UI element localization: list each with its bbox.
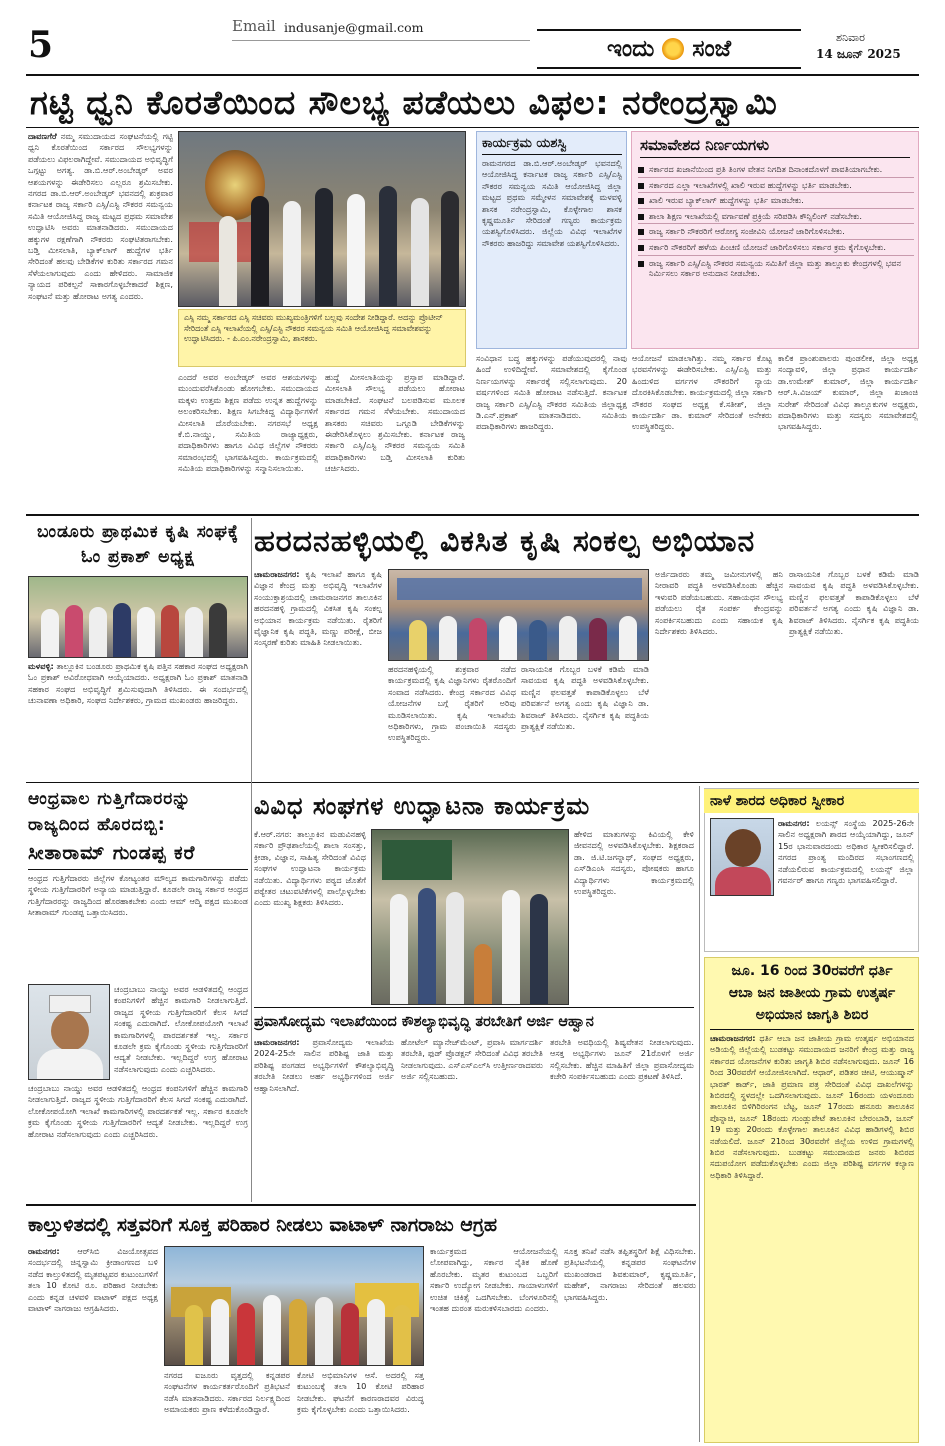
resolution-item: ಸರ್ಕಾರದ ಖಜಾನೆಯಿಂದ ಪ್ರತಿ ತಿಂಗಳ ವೇತನ ನಿಗದಿತ ದಿನಾಂಕದೊಳಗೆ ಪಾವತಿಯಾಗಬೇಕು. bbox=[638, 162, 914, 178]
lead-headline: ಗಟ್ಟಿ ಧ್ವನಿ ಕೊರತೆಯಿಂದ ಸೌಲಭ್ಯ ಪಡೆಯಲು ವಿಫಲ: ನರೇಂದ್ರಸ್ವಾಮಿ bbox=[30, 83, 778, 122]
paper-name-right: ಸಂಜೆ bbox=[692, 36, 732, 62]
kaltulita-headline: ಕಾಲ್ತುಳಿತದಲ್ಲಿ ಸತ್ತವರಿಗೆ ಸೂಕ್ತ ಪರಿಹಾರ ನೀಡಲು ವಾಟಾಳ್ ನಾಗರಾಜು ಆಗ್ರಹ bbox=[28, 1214, 498, 1236]
shibira-headline-3: ಅಭಿಯಾನ ಜಾಗೃತಿ ಶಿಬಿರ bbox=[755, 1007, 869, 1023]
resolution-item: ಶಾಲಾ ಶಿಕ್ಷಣ ಇಲಾಖೆಯಲ್ಲಿ ವರ್ಗಾವಣೆ ಪ್ರಕ್ರಿಯೆ ಸರಿಪಡಿಸಿ ಕೌನ್ಸಿಲಿಂಗ್ ನಡೆಸಬೇಕು. bbox=[638, 209, 914, 225]
sangha-body2: ಹೇಳಿದ ಮಾತುಗಳನ್ನು ಕಿವಿಯಲ್ಲಿ ಕೇಳಿ ಜೀವನದಲ್ಲಿ ಅಳವಡಿಸಿಕೊಳ್ಳಬೇಕು. ಶಿಕ್ಷಕರಾದ ಡಾ. ಜಿ.ಟಿ.ಜಗನ್ನಾಥ್, ಸಂಘದ ಅಧ್ಯಕ್ಷರು, ಎಸ್‌ಡಿಎಂಸಿ ಸದಸ್ಯರು, ಪೋಷಕರು ಹಾಗೂ ವಿದ್ಯಾರ್ಥಿಗಳು ಕಾರ್ಯಕ್ರಮದಲ್ಲಿ ಉಪಸ್ಥಿತರಿದ್ದರು. bbox=[574, 829, 694, 897]
success-body: ರಾಮನಗರದ ಡಾ.ಬಿ.ಆರ್.ಅಂಬೇಡ್ಕರ್ ಭವನದಲ್ಲಿ ಆಯೋಜಿಸಿದ್ದ ಕರ್ನಾಟಕ ರಾಜ್ಯ ಸರ್ಕಾರಿ ಎಸ್ಸಿ/ಎಸ್ಟಿ ನೌಕರರ ಸಮನ್ವಯ ಸಮಿತಿ ಆಯೋಜಿಸಿದ್ದ ಜಿಲ್ಲಾ ಮಟ್ಟದ ಪ್ರಥಮ ಸಮ್ಮೇಳನ ಸಮಾವೇಶಕ್ಕೆ ಮಳವಳ್ಳಿ ಶಾಸಕ ನರೇಂದ್ರಸ್ವಾಮಿ, ಕೊಳ್ಳೇಗಾಲ ಶಾಸಕ ಕೃಷ್ಣಮೂರ್ತಿ ಸೇರಿದಂತೆ ಗಣ್ಯರು ಕಾರ್ಯಕ್ರಮ ಯಶಸ್ವಿಗೊಳಿಸಿದರು. ಜಿಲ್ಲೆಯ ವಿವಿಧ ಇಲಾಖೆಗಳ ನೌಕರರು ಹಾಜರಿದ್ದು ಸಮಾವೇಶ ಯಶಸ್ವಿಗೊಳಿಸಿದರು. bbox=[482, 158, 622, 248]
krishi-body1: ಚಾಮರಾಜನಗರ: ಕೃಷಿ ಇಲಾಖೆ ಹಾಗೂ ಕೃಷಿ ವಿಜ್ಞಾನ ಕೇಂದ್ರ ಮತ್ತು ಅಭಿವೃದ್ಧಿ ಇಲಾಖೆಗಳ ಸಂಯುಕ್ತಾಶ್ರಯದಲ್ಲಿ ಚಾಮರಾಜನಗರ ತಾಲೂಕಿನ ಹರದನಹಳ್ಳಿ ಗ್ರಾಮದಲ್ಲಿ ವಿಕಸಿತ ಕೃಷಿ ಸಂಕಲ್ಪ ಅಭಿಯಾನ ಕಾರ್ಯಕ್ರಮ ನಡೆಯಿತು. ರೈತರಿಗೆ ವೈಜ್ಞಾನಿಕ ಕೃಷಿ ಪದ್ಧತಿ, ಮಣ್ಣು ಪರೀಕ್ಷೆ, ಬೀಜ ಸಂಸ್ಕರಣೆ ಕುರಿತು ಮಾಹಿತಿ ನೀಡಲಾಯಿತು. bbox=[254, 569, 382, 648]
kaushalya-rule bbox=[254, 1007, 694, 1008]
kaltulita-body2: ನಗರದ ಐಜೂರು ವೃತ್ತದಲ್ಲಿ ಕನ್ನಡಪರ ಸಂಘಟನೆಗಳ ಕಾರ್ಯಕರ್ತರೊಂದಿಗೆ ಪ್ರತಿಭಟನೆ ನಡೆಸಿ ಮಾತನಾಡಿದರು. ಸರ್ಕಾರದ ನಿರ್ಲಕ್ಷ್ಯದಿಂದ ಅಮಾಯಕರು ಪ್ರಾಣ ಕಳೆದುಕೊಂಡಿದ್ದಾರೆ. bbox=[164, 1370, 290, 1415]
sangha-headline: ವಿವಿಧ ಸಂಘಗಳ ಉದ್ಘಾಟನಾ ಕಾರ್ಯಕ್ರಮ bbox=[254, 792, 591, 820]
coop-body: ಮಳವಳ್ಳಿ: ತಾಲ್ಲೂಕಿನ ಬಂಡೂರು ಪ್ರಾಥಮಿಕ ಕೃಷಿ ಪತ್ತಿನ ಸಹಕಾರ ಸಂಘದ ಅಧ್ಯಕ್ಷರಾಗಿ ಓಂ ಪ್ರಕಾಶ್ ಅವಿರೋಧವಾಗಿ ಆಯ್ಕೆಯಾದರು. ಅಧ್ಯಕ್ಷರಾಗಿ ಓಂ ಪ್ರಕಾಶ್ ಮಾತನಾಡಿ ಸಹಕಾರ ಸಂಘದ ಅಭಿವೃದ್ಧಿಗೆ ಶ್ರಮಿಸುವುದಾಗಿ ತಿಳಿಸಿದರು. ಈ ಸಂದರ್ಭದಲ್ಲಿ ಚುನಾವಣಾ ಅಧಿಕಾರಿ, ಸಂಘದ ನಿರ್ದೇಶಕರು, ಗ್ರಾಮದ ಮುಖಂಡರು ಹಾಜರಿದ್ದರು. bbox=[28, 661, 248, 706]
lead-photo bbox=[178, 131, 466, 307]
resolution-item: ರಾಜ್ಯ ಸರ್ಕಾರಿ ಎಸ್ಸಿ/ಎಸ್ಟಿ ನೌಕರರ ಸಮನ್ವಯ ಸಮಿತಿಗೆ ಜಿಲ್ಲಾ ಮತ್ತು ತಾಲ್ಲೂಕು ಕೇಂದ್ರಗಳಲ್ಲಿ ಭವನ ನಿರ್ಮಿಸಲು ಸರ್ಕಾರ ಅನುದಾನ ನೀಡಬೇಕು. bbox=[638, 256, 914, 281]
resolutions-title: ಸಮಾವೇಶದ ನಿರ್ಣಯಗಳು bbox=[640, 136, 910, 158]
krishi-body3: ರಾಸಾಯನಿಕ ಗೊಬ್ಬರ ಬಳಕೆ ಕಡಿಮೆ ಮಾಡಿ ಸಾವಯವ ಕೃಷಿ ಪದ್ಧತಿ ಅಳವಡಿಸಿಕೊಳ್ಳಬೇಕು. ಮಣ್ಣಿನ ಫಲವತ್ತತೆ ಕಾಪಾಡಿಕೊಳ್ಳಲು ಬೆಳೆ ಪರಿವರ್ತನೆ ಅಗತ್ಯ ಎಂದು ಕೃಷಿ ವಿಜ್ಞಾನಿ ಡಾ. ಶಿವರಾಜ್ ತಿಳಿಸಿದರು. ನೈಸರ್ಗಿಕ ಕೃಷಿ ಪದ್ಧತಿಯ ಪ್ರಾತ್ಯಕ್ಷಿಕೆ ನಡೆಯಿತು. bbox=[521, 664, 649, 732]
section-rule-1 bbox=[26, 514, 919, 516]
logo-sun-icon bbox=[662, 38, 684, 60]
kaltulita-body4: ಕಾರ್ಯಕ್ರಮದ ಆಯೋಜನೆಯಲ್ಲಿ ಲೋಪವಾಗಿದ್ದು, ಸರ್ಕಾರ ನೈತಿಕ ಹೊಣೆ ಹೊರಬೇಕು. ಮೃತರ ಕುಟುಂಬದ ಒಬ್ಬರಿಗೆ ಸರ್ಕಾರಿ ಉದ್ಯೋಗ ನೀಡಬೇಕು. ಗಾಯಾಳುಗಳಿಗೆ ಉಚಿತ ಚಿಕಿತ್ಸೆ ಒದಗಿಸಬೇಕು. ಬೆಂಗಳೂರಿನಲ್ಲಿ ಇಂತಹ ದುರಂತ ಮರುಕಳಿಸಬಾರದು ಎಂದರು. bbox=[430, 1246, 558, 1314]
coop-photo bbox=[28, 576, 248, 658]
masthead-logo bbox=[537, 29, 801, 69]
column-rule bbox=[699, 786, 700, 1442]
email-label: Email bbox=[232, 17, 276, 35]
lead-body-mid2: ಹುದ್ದೆ ಮೀಸಲಾತಿಯನ್ನು ಪ್ರಸ್ತಾಪ ಮಾಡಿದ್ದಾರೆ. ಮೀಸಲಾತಿ ಸೌಲಭ್ಯ ಪಡೆಯಲು ಹೋರಾಟ ಮಾಡಬೇಕಿದೆ. ಸಂಘಟನೆ ಬಲಪಡಿಸುವ ಮೂಲಕ ಸರ್ಕಾರದ ಗಮನ ಸೆಳೆಯಬೇಕು. ಸಮುದಾಯದ ಶಾಸಕರು ಸಚಿವರು ಒಗ್ಗೂಡಿ ಬೇಡಿಕೆಗಳನ್ನು ಈಡೇರಿಸಿಕೊಳ್ಳಲು ಶ್ರಮಿಸಬೇಕು. ಕರ್ನಾಟಕ ರಾಜ್ಯ ಸರ್ಕಾರಿ ಎಸ್ಸಿ/ಎಸ್ಟಿ ನೌಕರರ ಸಮನ್ವಯ ಸಮಿತಿ ಪದಾಧಿಕಾರಿಗಳು ಬಡ್ತಿ ಮೀಸಲಾತಿ ಕುರಿತು ಚರ್ಚಿಸಿದರು. bbox=[325, 372, 465, 474]
resolution-item: ಸರ್ಕಾರಿ ನೌಕರರಿಗೆ ಹಳೆಯ ಪಿಂಚಣಿ ಯೋಜನೆ ಜಾರಿಗೊಳಿಸಲು ಸರ್ಕಾರ ಕ್ರಮ ಕೈಗೊಳ್ಳಬೇಕು. bbox=[638, 240, 914, 256]
krishi-photo bbox=[388, 569, 649, 661]
kaltulita-body1: ರಾಮನಗರ: ಆರ್‌ಸಿಬಿ ವಿಜಯೋತ್ಸವದ ಸಂದರ್ಭದಲ್ಲಿ ಚಿನ್ನಸ್ವಾಮಿ ಕ್ರೀಡಾಂಗಣದ ಬಳಿ ನಡೆದ ಕಾಲ್ತುಳಿತದಲ್ಲಿ ಮೃತಪಟ್ಟವರ ಕುಟುಂಬಗಳಿಗೆ ತಲಾ 10 ಕೋಟಿ ರೂ. ಪರಿಹಾರ ನೀಡಬೇಕು ಎಂದು ಕನ್ನಡ ಚಳವಳಿ ವಾಟಾಳ್ ಪಕ್ಷದ ಅಧ್ಯಕ್ಷ ವಾಟಾಳ್ ನಾಗರಾಜು ಆಗ್ರಹಿಸಿದರು. bbox=[28, 1246, 158, 1314]
krishi-body4: ಅರ್ಜಿದಾರರು ತಮ್ಮ ಜಮೀನುಗಳಲ್ಲಿ ಹನಿ ನೀರಾವರಿ ಪದ್ಧತಿ ಅಳವಡಿಸಿಕೊಂಡು ಹೆಚ್ಚಿನ ಇಳುವರಿ ಪಡೆಯಬಹುದು. ಸಹಾಯಧನ ಸೌಲಭ್ಯ ಪಡೆಯಲು ರೈತ ಸಂಪರ್ಕ ಕೇಂದ್ರವನ್ನು ಸಂಪರ್ಕಿಸಬಹುದು ಎಂದು ಸಹಾಯಕ ಕೃಷಿ ನಿರ್ದೇಶಕರು ತಿಳಿಸಿದರು. bbox=[655, 569, 783, 637]
guttige-headline-1: ಆಂಧ್ರವಾಲ ಗುತ್ತಿಗೆದಾರರನ್ನು bbox=[28, 789, 192, 809]
kaushalya-body3: ತರಬೇತಿ ಅವಧಿಯಲ್ಲಿ ಶಿಷ್ಯವೇತನ ನೀಡಲಾಗುವುದು. ಆಸಕ್ತ ಅಭ್ಯರ್ಥಿಗಳು ಜೂನ್ 21ರೊಳಗೆ ಅರ್ಜಿ ಸಲ್ಲಿಸಬೇಕು. ಹೆಚ್ಚಿನ ಮಾಹಿತಿಗೆ ಜಿಲ್ಲಾ ಪ್ರವಾಸೋದ್ಯಮ ಕಚೇರಿ ಸಂಪರ್ಕಿಸಬಹುದು ಎಂದು ಪ್ರಕಟಣೆ ತಿಳಿಸಿದೆ. bbox=[550, 1037, 694, 1082]
sangha-photo bbox=[371, 829, 569, 1005]
resolution-item: ಖಾಲಿ ಇರುವ ಬ್ಯಾಕ್‌ಲಾಗ್ ಹುದ್ದೆಗಳನ್ನು ಭರ್ತಿ ಮಾಡಬೇಕು. bbox=[638, 193, 914, 209]
issue-day: ಶನಿವಾರ bbox=[836, 31, 865, 44]
lead-body-right: ಆಯೋಜನೆ ಮಾಡಲಾಗಿತ್ತು. ನಮ್ಮ ಸರ್ಕಾರ ಕೊಟ್ಟ ಭರವಸೆಗಳನ್ನು ಈಡೇರಿಸಬೇಕು. ಎಸ್ಸಿ/ಎಸ್ಟಿ ಮತ್ತು ಹಿಂದುಳಿದ ವರ್ಗಗಳ ನೌಕರರಿಗೆ ನ್ಯಾಯ ದೊರಕಿಸಿಕೊಡಬೇಕು. ಕಾರ್ಯಕ್ರಮದಲ್ಲಿ ಜಿಲ್ಲಾ ಸರ್ಕಾರಿ ನೌಕರರ ಸಂಘದ ಅಧ್ಯಕ್ಷ ಕೆ.ಸತೀಶ್, ಜಿಲ್ಲಾ ಕಾರ್ಯದರ್ಶಿ ಡಾ. ಕುಮಾರ್ ಸೇರಿದಂತೆ ಅನೇಕರು ಉಪಸ್ಥಿತರಿದ್ದರು. bbox=[632, 353, 772, 432]
lead-body-mid: ಎಂದರೆ ಅವರ ಅಂಬೇಡ್ಕರ್ ಅವರ ಆಶಯಗಳನ್ನು ಮುಂದುವರೆಸಿಕೊಂಡು ಹೋಗಬೇಕು. ಸಮುದಾಯದ ಮಕ್ಕಳು ಉತ್ತಮ ಶಿಕ್ಷಣ ಪಡೆದು ಉನ್ನತ ಹುದ್ದೆಗಳನ್ನು ಅಲಂಕರಿಸಬೇಕು. ಶಿಕ್ಷಣ ಸಿಗಬೇಕಿದ್ದ ವಿದ್ಯಾರ್ಥಿಗಳಿಗೆ ಮೀಸಲಾತಿ ದೊರೆಯಬೇಕು. ನಗರಸಭೆ ಅಧ್ಯಕ್ಷ ಕೆ.ಬಿ.ನಾಯ್ಡು, ಸಮಿತಿಯ ರಾಜ್ಯಾಧ್ಯಕ್ಷರು, ಪದಾಧಿಕಾರಿಗಳು ಹಾಗೂ ವಿವಿಧ ಜಿಲ್ಲೆಗಳ ನೌಕರರು ಸಮಾರಂಭದಲ್ಲಿ ಭಾಗವಹಿಸಿದ್ದರು. ಕಾರ್ಯಕ್ರಮದಲ್ಲಿ ಸಮಿತಿಯ ಪದಾಧಿಕಾರಿಗಳನ್ನು ಸನ್ಮಾನಿಸಲಾಯಿತು. bbox=[178, 372, 318, 474]
resolution-item: ರಾಜ್ಯ ಸರ್ಕಾರಿ ನೌಕರರಿಗೆ ಆರೋಗ್ಯ ಸಂಜೀವಿನಿ ಯೋಜನೆ ಜಾರಿಗೊಳಿಸಬೇಕು. bbox=[638, 224, 914, 240]
lead-body-mid3: ಸಂವಿಧಾನ ಬದ್ಧ ಹಕ್ಕುಗಳನ್ನು ಪಡೆಯುವುದರಲ್ಲಿ ನಾವು ಹಿಂದೆ ಉಳಿದಿದ್ದೇವೆ. ಸಮಾವೇಶದಲ್ಲಿ ಕೈಗೊಂಡ ನಿರ್ಣಯಗಳನ್ನು ಸರ್ಕಾರಕ್ಕೆ ಸಲ್ಲಿಸಲಾಗುವುದು. 20 ವರ್ಷಗಳಿಂದ ಸಮಿತಿ ಹೋರಾಟ ನಡೆಸುತ್ತಿದೆ. ಕರ್ನಾಟಕ ರಾಜ್ಯ ಸರ್ಕಾರಿ ಎಸ್ಸಿ/ಎಸ್ಟಿ ನೌಕರರ ಸಮಿತಿಯ ಜಿಲ್ಲಾಧ್ಯಕ್ಷ ಡಿ.ಎನ್.ಪ್ರಕಾಶ್ ಮಾತನಾಡಿದರು. ಸಮಿತಿಯ ಪದಾಧಿಕಾರಿಗಳು ಹಾಜರಿದ್ದರು. bbox=[476, 353, 627, 432]
sharada-body: ರಾಮನಗರ: ಲಯನ್ಸ್ ಸಂಸ್ಥೆಯ 2025-26ನೇ ಸಾಲಿನ ಅಧ್ಯಕ್ಷರಾಗಿ ಶಾರದ ಆಯ್ಕೆಯಾಗಿದ್ದು, ಜೂನ್ 15ರ ಭಾನುವಾರದಂದು ಅಧಿಕಾರ ಸ್ವೀಕರಿಸಲಿದ್ದಾರೆ. ನಗರದ ಪ್ರಾಂತ್ಯ ಮಂದಿರದ ಸಭಾಂಗಣದಲ್ಲಿ ನಡೆಯಲಿರುವ ಕಾರ್ಯಕ್ರಮದಲ್ಲಿ ಲಯನ್ಸ್ ಜಿಲ್ಲಾ ಗವರ್ನರ್ ಹಾಗೂ ಗಣ್ಯರು ಭಾಗವಹಿಸಲಿದ್ದಾರೆ. bbox=[778, 818, 914, 886]
resolution-item: ಸರ್ಕಾರದ ಎಲ್ಲಾ ಇಲಾಖೆಗಳಲ್ಲಿ ಖಾಲಿ ಇರುವ ಹುದ್ದೆಗಳನ್ನು ಭರ್ತಿ ಮಾಡಬೇಕು. bbox=[638, 178, 914, 194]
section-rule-2 bbox=[26, 782, 919, 783]
bullet-icon bbox=[638, 229, 644, 235]
guttige-portrait bbox=[28, 984, 110, 1080]
lead-photo-caption bbox=[178, 309, 466, 367]
bullet-icon bbox=[638, 245, 644, 251]
sharada-headline: ನಾಳೆ ಶಾರದ ಅಧಿಕಾರ ಸ್ವೀಕಾರ bbox=[704, 789, 919, 813]
masthead-bottom-rule bbox=[26, 74, 919, 76]
bullet-icon bbox=[638, 167, 644, 173]
lead-text-left: ನಮ್ಮ ಸಮುದಾಯದ ಸಂಘಟನೆಯಲ್ಲಿ ಗಟ್ಟಿ ಧ್ವನಿ ಕೊರತೆಯಿಂದ ಸರ್ಕಾರದ ಸೌಲಭ್ಯಗಳನ್ನು ಪಡೆಯಲು ವಿಫಲರಾಗಿದ್ದೇವೆ. ಸಮುದಾಯದ ಅಭಿವೃದ್ಧಿಗೆ ಒಗ್ಗಟ್ಟು ಅಗತ್ಯ. ಡಾ.ಬಿ.ಆರ್.ಅಂಬೇಡ್ಕರ್ ಅವರ ಆಶಯಗಳನ್ನು ಈಡೇರಿಸಲು ಎಲ್ಲರೂ ಶ್ರಮಿಸಬೇಕು. ನಗರದ ಡಾ.ಬಿ.ಆರ್.ಅಂಬೇಡ್ಕರ್ ಭವನದಲ್ಲಿ ಶುಕ್ರವಾರ ಕರ್ನಾಟಕ ರಾಜ್ಯ ಸರ್ಕಾರಿ ಎಸ್ಸಿ/ಎಸ್ಟಿ ನೌಕರರ ಸಮನ್ವಯ ಸಮಿತಿ ಆಯೋಜಿಸಿದ್ದ ರಾಜ್ಯ ಮಟ್ಟದ ಪ್ರಥಮ ಸಮಾವೇಶ ಉದ್ಘಾಟಿಸಿ ಅವರು ಮಾತನಾಡಿದರು. ಸಮುದಾಯದ ಹಕ್ಕುಗಳ ರಕ್ಷಣೆಗಾಗಿ ನೌಕರರು ಸಂಘಟಿತರಾಗಬೇಕು. ಬಡ್ತಿ ಮೀಸಲಾತಿ, ಬ್ಯಾಕ್‌ಲಾಗ್ ಹುದ್ದೆಗಳ ಭರ್ತಿ ಸೇರಿದಂತೆ ಹಲವು ಬೇಡಿಕೆಗಳ ಕುರಿತು ಸರ್ಕಾರದ ಗಮನ ಸೆಳೆಯಲಾಗುವುದು ಎಂದು ಹೇಳಿದರು. ಸಾಮಾಜಿಕ ನ್ಯಾಯದ ಪರಿಕಲ್ಪನೆ ಸಾಕಾರಗೊಳ್ಳಬೇಕಾದರೆ ಶಿಕ್ಷಣ, ಸಂಘಟನೆ ಮತ್ತು ಹೋರಾಟ ಅಗತ್ಯ ಎಂದರು. bbox=[28, 131, 173, 301]
shibira-headline-2: ಆಬಾ ಜನ ಜಾತೀಯ ಗ್ರಾಮ ಉತ್ಕರ್ಷ bbox=[728, 985, 896, 1001]
guttige-headline-2: ರಾಜ್ಯದಿಂದ ಹೊರದಬ್ಬಿ: bbox=[28, 815, 166, 835]
krishi-body5: ರಾಸಾಯನಿಕ ಗೊಬ್ಬರ ಬಳಕೆ ಕಡಿಮೆ ಮಾಡಿ ಸಾವಯವ ಕೃಷಿ ಪದ್ಧತಿ ಅಳವಡಿಸಿಕೊಳ್ಳಬೇಕು. ಮಣ್ಣಿನ ಫಲವತ್ತತೆ ಕಾಪಾಡಿಕೊಳ್ಳಲು ಬೆಳೆ ಪರಿವರ್ತನೆ ಅಗತ್ಯ ಎಂದು ಕೃಷಿ ವಿಜ್ಞಾನಿ ಡಾ. ಶಿವರಾಜ್ ತಿಳಿಸಿದರು. ನೈಸರ್ಗಿಕ ಕೃಷಿ ಪದ್ಧತಿಯ ಪ್ರಾತ್ಯಕ್ಷಿಕೆ ನಡೆಯಿತು. bbox=[789, 569, 919, 637]
coop-headline: ಬಂಡೂರು ಪ್ರಾಥಮಿಕ ಕೃಷಿ ಸಂಘಕ್ಕೆ ಓಂ ಪ್ರಕಾಶ್ ಅಧ್ಯಕ್ಷ bbox=[37, 522, 239, 567]
kaushalya-headline: ಪ್ರವಾಸೋದ್ಯಮ ಇಲಾಖೆಯಿಂದ ಕೌಶಲ್ಯಾಭಿವೃದ್ಧಿ ತರಬೇತಿಗೆ ಅರ್ಜಿ ಆಹ್ವಾನ bbox=[254, 1014, 594, 1030]
krishi-headline: ಹರದನಹಳ್ಳಿಯಲ್ಲಿ ವಿಕಸಿತ ಕೃಷಿ ಸಂಕಲ್ಪ ಅಭಿಯಾನ bbox=[254, 524, 756, 559]
masthead-rule bbox=[232, 40, 530, 41]
lead-body-left bbox=[28, 131, 173, 511]
column-rule bbox=[251, 518, 252, 1202]
bullet-icon bbox=[638, 198, 644, 204]
kaltulita-photo bbox=[164, 1246, 424, 1366]
guttige-headline-3: ಸೀತಾರಾಮ್ ಗುಂಡಪ್ಪ ಕರೆ bbox=[28, 842, 196, 864]
kaushalya-body2: ಹೋಟೆಲ್ ಮ್ಯಾನೇಜ್‌ಮೆಂಟ್, ಪ್ರವಾಸಿ ಮಾರ್ಗದರ್ಶಿ ತರಬೇತಿ, ಫುಡ್ ಪ್ರೊಡಕ್ಷನ್ ಸೇರಿದಂತೆ ವಿವಿಧ ತರಬೇತಿ ನೀಡಲಾಗುವುದು. ಎಸ್‌ಎಸ್‌ಎಲ್‌ಸಿ ಉತ್ತೀರ್ಣರಾದವರು ಅರ್ಜಿ ಸಲ್ಲಿಸಬಹುದು. bbox=[401, 1037, 543, 1082]
lead-caption-text: ಎಸ್ಸಿ ನಮ್ಮ ಸರ್ಕಾರದ ಎಸ್ಸಿ ಸಚಿವರು ಮುಖ್ಯಮಂತ್ರಿಗಳಿಗೆ ಬಲ್ಲವು ಸಂದೇಶ ನೀಡಿದ್ದಾರೆ. ಅದನ್ನು ಪ್ರೊಟೀನ್ ಸೇರಿದಂತೆ ಎಸ್ಸಿ ಇಲಾಖೆಯಲ್ಲಿ ಎಸ್ಸಿ/ಎಸ್ಟಿ ನೌಕರರ ಸಮನ್ವಯ ಸಮಿತಿ ಆಯೋಜಿಸಿದ್ದ ಸಮಾವೇಶವನ್ನು ಉದ್ಘಾಟಿಸಿದರು. - ಪಿ.ಎಂ.ನರೇಂದ್ರಸ್ವಾಮಿ, ಶಾಸಕರು. bbox=[184, 313, 443, 343]
lead-body-far: ಕಾಲಿಕ ಪ್ರಾಂಶುಪಾಲರು ಪುಂಡಲೀಕ, ಜಿಲ್ಲಾ ಅಧ್ಯಕ್ಷ ಸಂದ್ಯಾವಳಿ, ಜಿಲ್ಲಾ ಪ್ರಧಾನ ಕಾರ್ಯದರ್ಶಿ ಡಾ.ಉಮೇಶ್ ಕುಮಾರ್, ಜಿಲ್ಲಾ ಕಾರ್ಯದರ್ಶಿ ಆರ್.ಸಿ.ವಿಜಯ್ ಕುಮಾರ್, ಜಿಲ್ಲಾ ಖಜಾಂಚಿ ಸುರೇಶ್ ಸೇರಿದಂತೆ ವಿವಿಧ ತಾಲ್ಲೂಕುಗಳ ಅಧ್ಯಕ್ಷರು, ಪದಾಧಿಕಾರಿಗಳು ಮತ್ತು ಸದಸ್ಯರು ಸಮಾವೇಶದಲ್ಲಿ ಭಾಗವಹಿಸಿದ್ದರು. bbox=[778, 353, 918, 432]
guttige-body: ಆಂಧ್ರದ ಗುತ್ತಿಗೆದಾರರು ಜಿಲ್ಲೆಗಳ ಕೋಟ್ಯಂತರ ಮೌಲ್ಯದ ಕಾಮಗಾರಿಗಳನ್ನು ಪಡೆದು ಸ್ಥಳೀಯ ಗುತ್ತಿಗೆದಾರರಿಗೆ ಅನ್ಯಾಯ ಮಾಡುತ್ತಿದ್ದಾರೆ. ಕೂಡಲೇ ರಾಜ್ಯ ಸರ್ಕಾರ ಆಂಧ್ರದ ಗುತ್ತಿಗೆದಾರರನ್ನು ರಾಜ್ಯದಿಂದ ಹೊರಹಾಕಬೇಕು ಎಂದು ಆಮ್ ಆದ್ಮಿ ಪಕ್ಷದ ಮುಖಂಡ ಸೀತಾರಾಮ್ ಗುಂಡಪ್ಪ ಒತ್ತಾಯಿಸಿದರು. bbox=[28, 873, 248, 918]
shibira-body: ಚಾಮರಾಜನಗರ: ಧರ್ತಿ ಆಬಾ ಜನ ಜಾತೀಯ ಗ್ರಾಮ ಉತ್ಕರ್ಷ ಅಭಿಯಾನದ ಅಡಿಯಲ್ಲಿ ಜಿಲ್ಲೆಯಲ್ಲಿ ಬುಡಕಟ್ಟು ಸಮುದಾಯದ ಜನರಿಗೆ ಕೇಂದ್ರ ಮತ್ತು ರಾಜ್ಯ ಸರ್ಕಾರದ ಯೋಜನೆಗಳ ಕುರಿತು ಜಾಗೃತಿ ಶಿಬಿರ ನಡೆಸಲಾಗುವುದು. ಜೂನ್ 16 ರಿಂದ 30ರವರೆಗೆ ಆಯೋಜಿಸಲಾಗಿದೆ. ಆಧಾರ್, ಪಡಿತರ ಚೀಟಿ, ಆಯುಷ್ಮಾನ್ ಭಾರತ್ ಕಾರ್ಡ್, ಜಾತಿ ಪ್ರಮಾಣ ಪತ್ರ ಸೇರಿದಂತೆ ವಿವಿಧ ದಾಖಲೆಗಳನ್ನು ಶಿಬಿರದಲ್ಲಿ ಸ್ಥಳದಲ್ಲೇ ಒದಗಿಸಲಾಗುವುದು. ಜೂನ್ 16ರಂದು ಯಳಂದೂರು ತಾಲೂಕಿನ ಬಿಳಿಗಿರಿರಂಗನ ಬೆಟ್ಟ, ಜೂನ್ 17ರಂದು ಹನೂರು ತಾಲೂಕಿನ ಪೊನ್ನಾಚಿ, ಜೂನ್ 18ರಂದು ಗುಂಡ್ಲುಪೇಟೆ ತಾಲೂಕಿನ ಬೇರಂಬಾಡಿ, ಜೂನ್ 19 ಮತ್ತು 20ರಂದು ಕೊಳ್ಳೇಗಾಲ ತಾಲೂಕಿನ ವಿವಿಧ ಹಾಡಿಗಳಲ್ಲಿ ಶಿಬಿರ ನಡೆಯಲಿದೆ. ಜೂನ್ 21ರಿಂದ 30ರವರೆಗೆ ಜಿಲ್ಲೆಯ ಉಳಿದ ಗ್ರಾಮಗಳಲ್ಲಿ ಶಿಬಿರ ನಡೆಸಲಾಗುವುದು. ಬುಡಕಟ್ಟು ಸಮುದಾಯದ ಜನರು ಶಿಬಿರದ ಸದುಪಯೋಗ ಪಡೆದುಕೊಳ್ಳಬೇಕು ಎಂದು ಜಿಲ್ಲಾ ಪರಿಶಿಷ್ಟ ವರ್ಗಗಳ ಕಲ್ಯಾಣ ಅಧಿಕಾರಿ ತಿಳಿಸಿದ್ದಾರೆ. bbox=[710, 1033, 914, 1180]
kaltulita-body3: ಕೋಟಿ ಅಭಿಮಾನಿಗಳ ಆಸೆ. ಅದರಲ್ಲಿ ಸತ್ತ ಕುಟುಂಬಕ್ಕೆ ತಲಾ 10 ಕೋಟಿ ಪರಿಹಾರ ನೀಡಬೇಕು. ಘಟನೆಗೆ ಕಾರಣರಾದವರ ವಿರುದ್ಧ ಕ್ರಮ ಕೈಗೊಳ್ಳಬೇಕು ಎಂದು ಒತ್ತಾಯಿಸಿದರು. bbox=[297, 1370, 424, 1415]
kaushalya-body1: ಚಾಮರಾಜನಗರ: ಪ್ರವಾಸೋದ್ಯಮ ಇಲಾಖೆಯ 2024-25ನೇ ಸಾಲಿನ ಪರಿಶಿಷ್ಟ ಜಾತಿ ಮತ್ತು ಪರಿಶಿಷ್ಟ ಪಂಗಡದ ಅಭ್ಯರ್ಥಿಗಳಿಗೆ ಕೌಶಲ್ಯಾಭಿವೃದ್ಧಿ ತರಬೇತಿ ನೀಡಲು ಅರ್ಹ ಅಭ್ಯರ್ಥಿಗಳಿಂದ ಅರ್ಜಿ ಆಹ್ವಾನಿಸಲಾಗಿದೆ. bbox=[254, 1037, 394, 1093]
paper-name-left: ಇಂದು bbox=[606, 36, 655, 62]
bullet-icon bbox=[638, 261, 644, 267]
bullet-icon bbox=[638, 183, 644, 189]
guttige-rule bbox=[28, 869, 248, 870]
sangha-body1: ಕೆ.ಆರ್.ನಗರ: ತಾಲ್ಲೂಕಿನ ಮಡುವಿನಹಳ್ಳಿ ಸರ್ಕಾರಿ ಪ್ರೌಢಶಾಲೆಯಲ್ಲಿ ಶಾಲಾ ಸಂಸತ್ತು, ಕ್ರೀಡಾ, ವಿಜ್ಞಾನ, ಸಾಹಿತ್ಯ ಸೇರಿದಂತೆ ವಿವಿಧ ಸಂಘಗಳ ಉದ್ಘಾಟನಾ ಕಾರ್ಯಕ್ರಮ ನಡೆಯಿತು. ವಿದ್ಯಾರ್ಥಿಗಳು ಪಠ್ಯದ ಜೊತೆಗೆ ಪಠ್ಯೇತರ ಚಟುವಟಿಕೆಗಳಲ್ಲಿ ಪಾಲ್ಗೊಳ್ಳಬೇಕು ಎಂದು ಮುಖ್ಯ ಶಿಕ್ಷಕರು ತಿಳಿಸಿದರು. bbox=[254, 829, 366, 908]
resolutions-list bbox=[638, 162, 914, 346]
krishi-body2: ಹರದನಹಳ್ಳಿಯಲ್ಲಿ ಶುಕ್ರವಾರ ನಡೆದ ಕಾರ್ಯಕ್ರಮದಲ್ಲಿ ಕೃಷಿ ವಿಜ್ಞಾನಿಗಳು ರೈತರೊಂದಿಗೆ ಸಂವಾದ ನಡೆಸಿದರು. ಕೇಂದ್ರ ಸರ್ಕಾರದ ವಿವಿಧ ಯೋಜನೆಗಳ ಬಗ್ಗೆ ರೈತರಿಗೆ ಅರಿವು ಮೂಡಿಸಲಾಯಿತು. ಕೃಷಿ ಇಲಾಖೆಯ ಅಧಿಕಾರಿಗಳು, ಗ್ರಾಮ ಪಂಚಾಯಿತಿ ಸದಸ್ಯರು ಉಪಸ್ಥಿತರಿದ್ದರು. bbox=[388, 664, 516, 743]
page-number: 5 bbox=[28, 24, 54, 66]
guttige-body3: ಚಂದ್ರಬಾಬು ನಾಯ್ಡು ಅವರ ಆಡಳಿತದಲ್ಲಿ ಆಂಧ್ರದ ಕಂಪನಿಗಳಿಗೆ ಹೆಚ್ಚಿನ ಕಾಮಗಾರಿ ನೀಡಲಾಗುತ್ತಿದೆ. ರಾಜ್ಯದ ಸ್ಥಳೀಯ ಗುತ್ತಿಗೆದಾರರಿಗೆ ಕೆಲಸ ಸಿಗದೆ ಸಂಕಷ್ಟ ಎದುರಾಗಿದೆ. ಲೋಕೋಪಯೋಗಿ ಇಲಾಖೆ ಕಾಮಗಾರಿಗಳಲ್ಲಿ ಪಾರದರ್ಶಕತೆ ಇಲ್ಲ. ಸರ್ಕಾರ ಕೂಡಲೇ ಕ್ರಮ ಕೈಗೊಂಡು ಸ್ಥಳೀಯ ಗುತ್ತಿಗೆದಾರರಿಗೆ ಆದ್ಯತೆ ನೀಡಬೇಕು. ಇಲ್ಲದಿದ್ದರೆ ಉಗ್ರ ಹೋರಾಟ ನಡೆಸಲಾಗುವುದು ಎಂದು ಎಚ್ಚರಿಸಿದರು. bbox=[28, 1083, 248, 1139]
kaltulita-body5: ಸೂಕ್ತ ತನಿಖೆ ನಡೆಸಿ ತಪ್ಪಿತಸ್ಥರಿಗೆ ಶಿಕ್ಷೆ ವಿಧಿಸಬೇಕು. ಪ್ರತಿಭಟನೆಯಲ್ಲಿ ಕನ್ನಡಪರ ಸಂಘಟನೆಗಳ ಮುಖಂಡರಾದ ಶಿವಕುಮಾರ್, ಕೃಷ್ಣಮೂರ್ತಿ, ಮಹೇಶ್, ನಾಗರಾಜು ಸೇರಿದಂತೆ ಹಲವರು ಭಾಗವಹಿಸಿದ್ದರು. bbox=[564, 1246, 696, 1302]
email-address: indusanje@gmail.com bbox=[284, 20, 424, 35]
success-title: ಕಾರ್ಯಕ್ರಮ ಯಶಸ್ವಿ bbox=[482, 136, 622, 155]
lead-rule bbox=[26, 127, 919, 128]
shibira-rule bbox=[710, 1029, 914, 1030]
shibira-headline-1: ಜೂ. 16 ರಿಂದ 30ರವರೆಗೆ ಧರ್ತಿ bbox=[731, 963, 893, 979]
issue-date: 14 ಜೂನ್ 2025 bbox=[816, 47, 901, 61]
section-rule-3 bbox=[26, 1204, 696, 1206]
lead-dateline: ದಾವಣಗೆರೆ bbox=[28, 131, 57, 141]
bullet-icon bbox=[638, 214, 644, 220]
guttige-body2: ಚಂದ್ರಬಾಬು ನಾಯ್ಡು ಅವರ ಆಡಳಿತದಲ್ಲಿ ಆಂಧ್ರದ ಕಂಪನಿಗಳಿಗೆ ಹೆಚ್ಚಿನ ಕಾಮಗಾರಿ ನೀಡಲಾಗುತ್ತಿದೆ. ರಾಜ್ಯದ ಸ್ಥಳೀಯ ಗುತ್ತಿಗೆದಾರರಿಗೆ ಕೆಲಸ ಸಿಗದೆ ಸಂಕಷ್ಟ ಎದುರಾಗಿದೆ. ಲೋಕೋಪಯೋಗಿ ಇಲಾಖೆ ಕಾಮಗಾರಿಗಳಲ್ಲಿ ಪಾರದರ್ಶಕತೆ ಇಲ್ಲ. ಸರ್ಕಾರ ಕೂಡಲೇ ಕ್ರಮ ಕೈಗೊಂಡು ಸ್ಥಳೀಯ ಗುತ್ತಿಗೆದಾರರಿಗೆ ಆದ್ಯತೆ ನೀಡಬೇಕು. ಇಲ್ಲದಿದ್ದರೆ ಉಗ್ರ ಹೋರಾಟ ನಡೆಸಲಾಗುವುದು ಎಂದು ಎಚ್ಚರಿಸಿದರು. bbox=[114, 984, 248, 1074]
